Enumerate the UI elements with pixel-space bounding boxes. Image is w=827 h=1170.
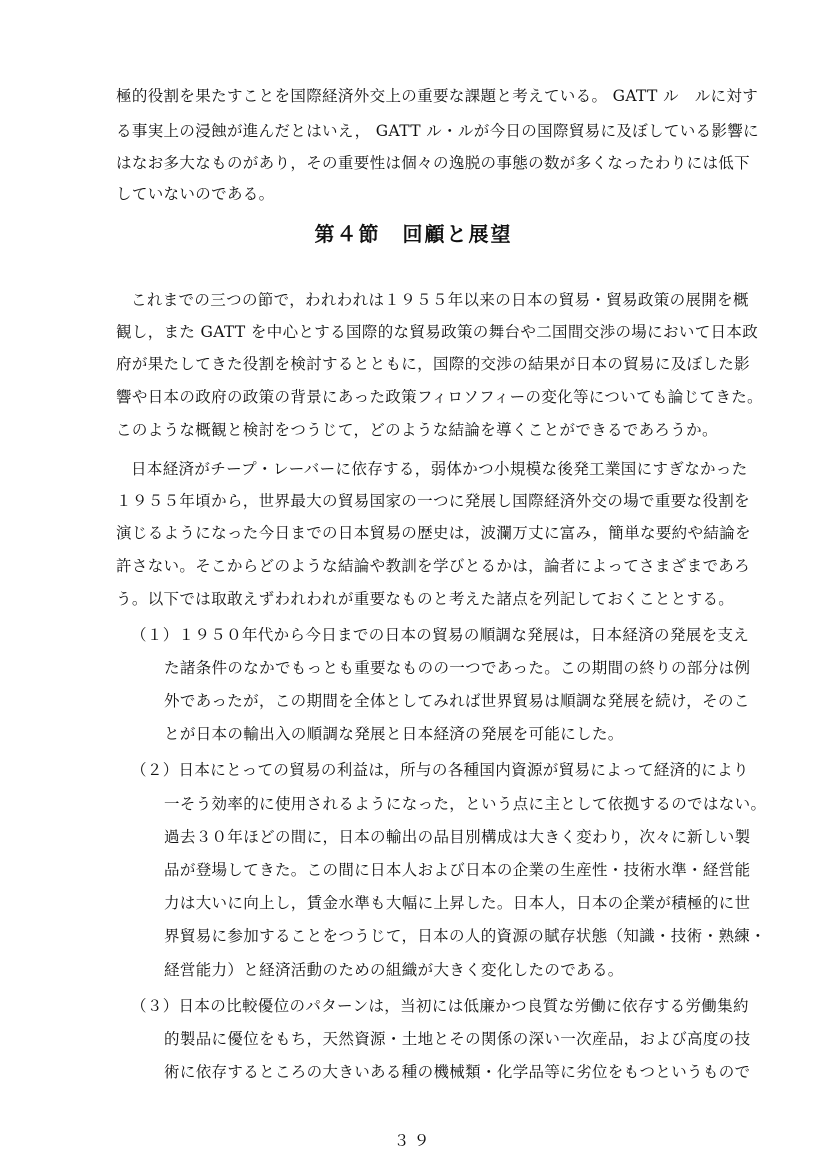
list-item-2-line: 過去３０年ほどの間に，日本の輸出の品目別構成は大きく変わり，次々に新しい製 [164,828,751,846]
paragraph-line: 許さない。そこからどのような結論や教訓を学びとるかは，論者によってさまざまであろ [116,557,751,575]
paragraph-line: 日本経済がチープ・レーバーに依存する，弱体かつ小規模な後発工業国にすぎなかった [131,460,748,478]
paragraph-line: このような概観と検討をつうじて，どのような結論を導くことができるであろうか。 [116,421,718,439]
paragraph-line: 府が果たしてきた役割を検討するとともに，国際的交渉の結果が日本の貿易に及ぼした影 [116,355,751,373]
paragraph-line: 演じるようになった今日までの日本貿易の歴史は，波瀾万丈に富み，簡単な要約や結論を [116,524,751,542]
list-item-1-line: とが日本の輸出入の順調な発展と日本経済の発展を可能にした。 [164,725,624,743]
list-item-2-line: 力は大いに向上し，賃金水準も大幅に上昇した。日本人，日本の企業が積極的に世 [164,894,751,912]
intro-line: る事実上の浸蝕が進んだとはいえ， GATT ル・ルが今日の国際貿易に及ぼしている影響に [116,122,760,140]
list-item-1-line: 外であったが，この期間を全体としてみれば世界貿易は順調な発展を続け，そのこ [164,692,750,710]
list-item-1: （１）１９５０年代から今日までの日本の貿易の順調な発展は，日本経済の発展を支え [131,626,750,644]
list-item-2: （２）日本にとっての貿易の利益は，所与の各種国内資源が貿易によって経済的により [131,761,749,779]
list-item-3: （３）日本の比較優位のパターンは，当初には低廉かつ良質な労働に依存する労働集約 [131,997,749,1015]
paragraph-line: これまでの三つの節で，われわれは１９５５年以来の日本の貿易・貿易政策の展開を概 [131,291,749,309]
paragraph-line: １９５５年頃から，世界最大の貿易国家の一つに発展し国際経済外交の場で重要な役割を [116,492,751,510]
intro-line: はなお多大なものがあり，その重要性は個々の逸脱の事態の数が多くなったわりには低下 [116,154,751,172]
list-item-1-line: た諸条件のなかでもっとも重要なものの一つであった。この期間の終りの部分は例 [164,659,751,677]
page-number: ３９ [393,1131,434,1150]
paragraph-line: う。以下では取敢えずわれわれが重要なものと考えた諸点を列記しておくこととする。 [116,590,735,608]
list-item-3-line: 的製品に優位をもち，天然資源・土地とその関係の深い一次産品，および高度の技 [164,1030,751,1048]
paragraph-line: 響や日本の政府の政策の背景にあった政策フィロソフィーの変化等についても論じてきた。 [116,388,763,406]
list-item-2-line: 品が登場してきた。この間に日本人および日本の企業の生産性・技術水準・経営能 [164,861,751,879]
list-item-2-line: 界貿易に参加することをつうじて，日本の人的資源の賦存状態（知識・技術・熟練・ [164,927,766,945]
list-item-2-line: 一そう効率的に使用されるようになった，という点に主として依拠するのではない。 [164,795,767,813]
list-item-2-line: 経営能力）と経済活動のための組織が大きく変化したのである。 [164,961,624,979]
intro-line: 極的役割を果たすことを国際経済外交上の重要な課題と考えている。 GATT ル ルに対す [116,87,759,105]
intro-line: していないのである。 [116,185,275,203]
section-heading: 第４節 回顧と展望 [314,222,513,246]
paragraph-line: 観し，また GATT を中心とする国際的な貿易政策の舞台や二国間交渉の場において日本政 [116,323,759,341]
list-item-3-line: 術に依存するところの大きいある種の機械類・化学品等に劣位をもつというもので [164,1063,751,1081]
